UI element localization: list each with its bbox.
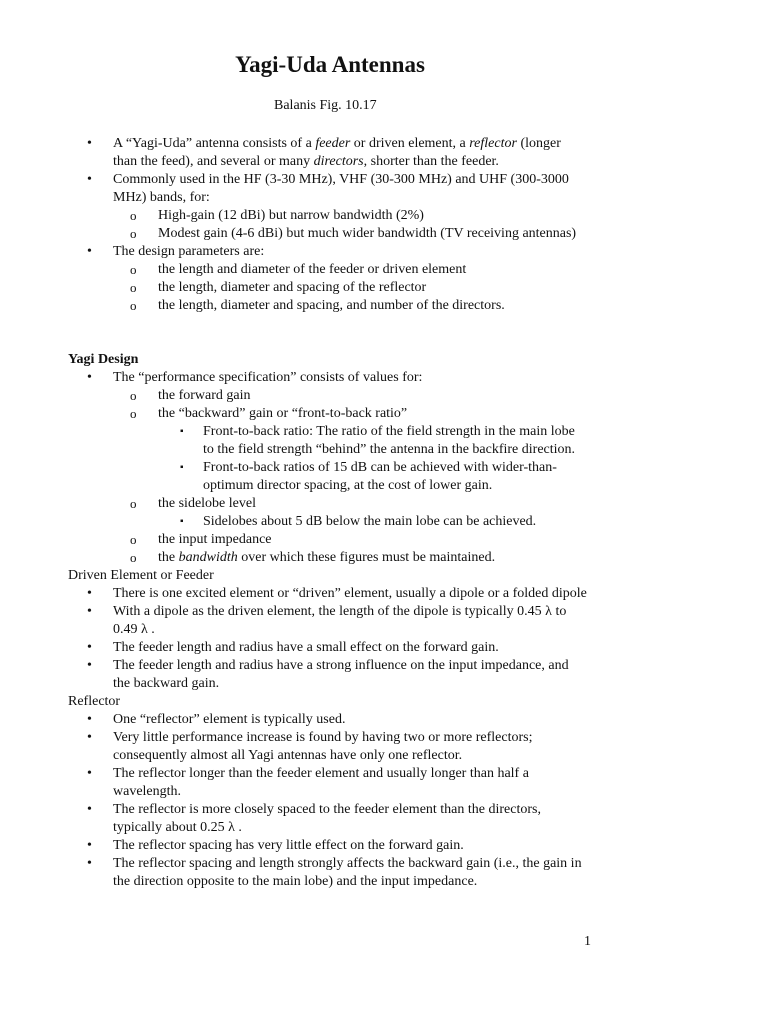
term-bandwidth: bandwidth	[178, 550, 238, 565]
section-heading-reflector: Reflector	[68, 694, 121, 709]
bullet-marker: o	[130, 496, 137, 511]
bullet-marker: ▪	[180, 516, 184, 527]
page-title: Yagi-Uda Antennas	[235, 52, 425, 77]
spec-item: o the “backward” gain or “front-to-back ratio”	[130, 406, 408, 421]
bullet-marker: •	[87, 856, 92, 871]
intro-bullet-2: • Commonly used in the HF (3-30 MHz), VHF (30-300 MHz) and UHF (300-3000 MHz) bands, for:	[87, 172, 569, 205]
list-item: • The reflector is more closely spaced to the feeder element than the directors, typically about 0.25 λ .	[87, 802, 541, 835]
section-spacer	[68, 315, 588, 351]
spec-detail-item: ▪ Front-to-back ratio: The ratio of the field strength in the main lobe to the field strength “behind” the antenna in the backfire direction.	[180, 424, 576, 457]
section-heading-yagi-design: Yagi Design	[68, 352, 139, 367]
bullet-marker: •	[87, 244, 92, 259]
intro-bullet-3: • The design parameters are:	[87, 244, 265, 259]
design-parameter-item: o the length, diameter and spacing of the reflector	[130, 280, 427, 295]
list-item: • The reflector spacing and length strongly affects the backward gain (i.e., the gain in the direction opposite to the main lobe) and the input impedance.	[87, 856, 582, 889]
bullet-marker: •	[87, 136, 92, 151]
section-heading-driven-element: Driven Element or Feeder	[68, 568, 214, 583]
document-body	[68, 135, 588, 891]
reference-line: Balanis Fig. 10.17	[274, 98, 377, 113]
term-directors: directors	[313, 154, 364, 169]
bullet-marker: •	[87, 172, 92, 187]
bullet-marker: •	[87, 838, 92, 853]
bullet-marker: o	[130, 388, 137, 403]
bullet-marker: o	[130, 406, 137, 421]
list-item: • Very little performance increase is found by having two or more reflectors; consequently almost all Yagi antennas have only one reflector.	[87, 730, 533, 763]
spec-item: o the forward gain	[130, 388, 251, 403]
bullet-marker: •	[87, 658, 92, 673]
list-item: • The feeder length and radius have a strong influence on the input impedance, and the backward gain.	[87, 658, 569, 691]
spec-item: o the bandwidth over which these figures must be maintained.	[130, 550, 496, 565]
spec-detail-item: ▪ Front-to-back ratios of 15 dB can be achieved with wider-than-optimum director spacing, at the cost of lower gain.	[180, 460, 557, 493]
intro-sub-item: o High-gain (12 dBi) but narrow bandwidth (2%)	[130, 208, 424, 223]
spec-item: o the sidelobe level	[130, 496, 256, 511]
design-parameter-item: o the length, diameter and spacing, and number of the directors.	[130, 298, 505, 313]
term-reflector: reflector	[469, 136, 517, 151]
list-item: • With a dipole as the driven element, the length of the dipole is typically 0.45 λ to 0.49 λ .	[87, 604, 567, 637]
bullet-marker: o	[130, 280, 137, 295]
page-number: 1	[584, 934, 591, 949]
bullet-marker: •	[87, 586, 92, 601]
bullet-marker: o	[130, 262, 137, 277]
bullet-marker: •	[87, 640, 92, 655]
bullet-marker: •	[87, 730, 92, 745]
bullet-marker: ▪	[180, 426, 184, 437]
bullet-marker: o	[130, 532, 137, 547]
list-item: • The reflector longer than the feeder element and usually longer than half a wavelength.	[87, 766, 529, 799]
design-parameter-item: o the length and diameter of the feeder or driven element	[130, 262, 467, 277]
bullet-marker: o	[130, 298, 137, 313]
list-item: • The “performance specification” consists of values for:	[87, 370, 423, 385]
list-item: • One “reflector” element is typically used.	[87, 712, 346, 727]
term-feeder: feeder	[315, 136, 351, 151]
bullet-marker: •	[87, 370, 92, 385]
bullet-marker: ▪	[180, 462, 184, 473]
list-item: • The feeder length and radius have a small effect on the forward gain.	[87, 640, 499, 655]
bullet-marker: •	[87, 766, 92, 781]
bullet-marker: o	[130, 550, 137, 565]
intro-sub-item: o Modest gain (4-6 dBi) but much wider bandwidth (TV receiving antennas)	[130, 226, 577, 241]
bullet-marker: •	[87, 712, 92, 727]
bullet-marker: o	[130, 226, 137, 241]
bullet-marker: o	[130, 208, 137, 223]
spec-item: o the input impedance	[130, 532, 272, 547]
bullet-marker: •	[87, 604, 92, 619]
spec-detail-item: ▪ Sidelobes about 5 dB below the main lobe can be achieved.	[180, 514, 537, 529]
list-item: • The reflector spacing has very little effect on the forward gain.	[87, 838, 464, 853]
intro-bullet-1: • A “Yagi-Uda” antenna consists of a feeder or driven element, a reflector (longer than the feed), and several or many directors, shorter than the feeder.	[87, 136, 561, 169]
list-item: • There is one excited element or “driven” element, usually a dipole or a folded dipole	[87, 586, 587, 601]
bullet-marker: •	[87, 802, 92, 817]
